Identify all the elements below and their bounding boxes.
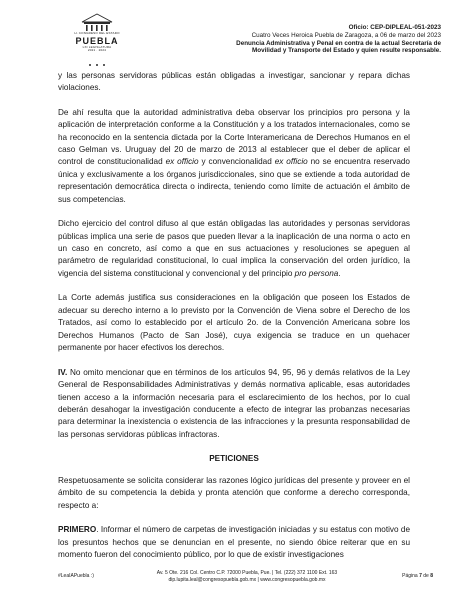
paragraph-3	[58, 218, 410, 280]
place-date: Cuatro Veces Heroica Puebla de Zaragoza, a 06 de marzo del 2023	[251, 31, 441, 39]
oficio-line	[141, 24, 441, 32]
term-ex-officio-1: ex officio	[165, 157, 199, 167]
paragraph-7	[58, 524, 410, 561]
subject-line-2: Movilidad y Transporte del Estado y quien resulte responsable.	[252, 47, 441, 55]
page-total: 8	[430, 573, 433, 579]
logo-line-3: LXI LEGISLATURA	[82, 44, 112, 49]
page-prefix: Página	[402, 573, 420, 579]
paragraph-3-end: .	[338, 268, 341, 278]
footer-address: Av. 5 Ote. 216 Col. Centro C.P. 72000 Puebla, Pue. | Tel. (222) 372 1100 Ext. 163	[156, 570, 338, 576]
section-number-iv: IV.	[58, 367, 68, 377]
document-footer	[0, 570, 467, 600]
footer-hashtag: #LeaIAPuebla :)	[58, 573, 94, 579]
paragraph-2	[58, 107, 410, 206]
logo-line-1: H. CONGRESO DEL ESTADO	[74, 31, 120, 35]
paragraph-1: y las personas servidoras públicas están obligadas a investigar, sancionar y repara dichas violaciones.	[58, 71, 410, 93]
term-pro-persona: pro persona	[294, 268, 339, 278]
page-current: 7	[419, 573, 422, 579]
paragraph-7-text: . Informar el número de carpetas de investigación iniciadas y su estatus con motivo de los presuntos hechos que se denuncian en el presente, no siendo óbice reiterar que en su momento fueron del conocimiento público, por lo que de existir investigaciones	[58, 525, 410, 559]
document-body	[58, 70, 410, 574]
paragraph-2-text-a: De ahí resulta que la autoridad administrativa deba observar los principios pro persona y la aplicación de interpretación conforme a la Constitución y a los tratados internacionales, como se ha reconocido en la sentencia dictada por la Corte Interamericana de Derechos Humanos en el caso Gelman vs. Uruguay del 20 de marzo de 2013 al establecer que el deber de aplicar el control de constitucionalidad	[58, 107, 410, 167]
footer-contact: dip.lupita.leal@congresopuebla.gob.mx | www.congresopuebla.gob.mx	[168, 577, 326, 583]
page-number	[402, 573, 433, 580]
paragraph-6: Respetuosamente se solicita considerar las razones lógico jurídicas del presente y proveer en el ámbito de su competencia la debida y pronta atención que conforme a derecho corresponda, respecto a:	[58, 475, 410, 510]
paragraph-2-text-b: y convencionalidad	[198, 157, 275, 167]
congress-logo	[60, 10, 135, 72]
term-ex-officio-2: ex officio	[274, 157, 308, 167]
logo-line-4: 2021 · 2024	[87, 48, 107, 53]
page-of: de	[421, 573, 431, 579]
paragraph-2-text-c: no se encuentra reservado única y exclusivamente a los órganos jurisdiccionales, sino que se extiende a toda autoridad de representación democrática directa o indirecta, teniendo como límite de actuación el ámbito de sus competencias.	[58, 157, 410, 204]
subject-line-1: Denuncia Administrativa y Penal en contra de la actual Secretaría de	[236, 39, 441, 47]
paragraph-4: La Corte además justifica sus consideraciones en la obligación que poseen los Estados de adecuar su derecho interno a lo previsto por la Convención de Viena sobre el Derecho de los Tratados, así como lo establecido por el artículo 2o. de la Convención Americana sobre los Derechos Humanos (Pacto de San José), cuya exigencia se traduce en un quehacer permanente por hacer efectivos los derechos.	[58, 293, 410, 353]
oficio-label: Oficio:	[348, 24, 371, 31]
paragraph-3-text: Dicho ejercicio del control difuso al que están obligadas las autoridades y personas servidoras públicas implica una serie de pasos que pueden llevar a la inaplicación de una norma o acto en un caso en concreto, así como a que en sus actuaciones y resoluciones se apeguen al parámetro de regularidad constitucional, lo cual implica la conservación del orden jurídico, la vigencia del sistema constitucional y convencional y del principio	[58, 219, 410, 278]
footer-address-block	[132, 570, 362, 584]
logo-line-2: PUEBLA	[75, 35, 119, 46]
paragraph-5-text: No omito mencionar que en términos de los artículos 94, 95, 96 y demás relativos de la Ley General de Responsabilidades Administrativas y demás normativa aplicable, esas autoridades tienen acceso a la información necesaria para el esclarecimiento de los hechos, por lo cual deberán desahogar la investigación conducente a efecto de integrar las probanzas necesarias para determinar la inexistencia o existencia de las infracciones y la presunta responsabilidad de las personas servidoras públicas infractoras.	[58, 367, 410, 439]
paragraph-5	[58, 367, 410, 441]
primero-label: PRIMERO	[58, 525, 97, 535]
peticiones-heading: PETICIONES	[209, 454, 259, 464]
document-header	[141, 24, 441, 55]
oficio-number: CEP-DIPLEAL-051-2023	[370, 24, 441, 31]
